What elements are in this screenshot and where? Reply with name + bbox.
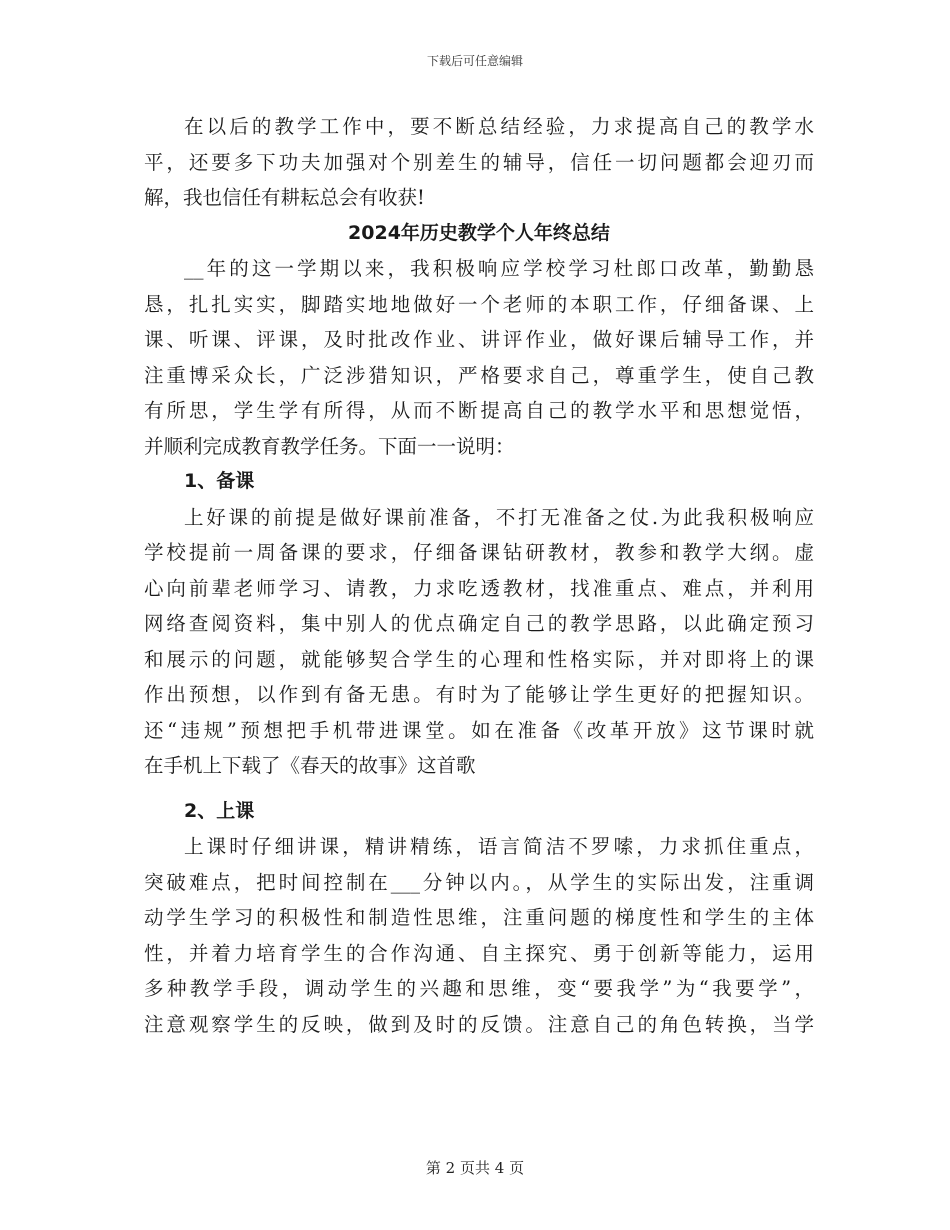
section-heading: 1、备课 (184, 470, 255, 492)
text-line: __年的这一学期以来，我积极响应学校学习杜郎口改革，勤勤恳 (184, 257, 814, 280)
text-line: 并顺利完成教育教学任务。下面一一说明： (144, 434, 515, 458)
section-heading: 2、上课 (184, 799, 255, 822)
page-footer: 第 2 页共 4 页 (425, 1159, 525, 1177)
text-line: 动学生学习的积极性和制造性思维，注重问题的梯度性和学生的主体 (144, 906, 814, 929)
text-line: 在以后的教学工作中，要不断总结经验，力求提高自己的教学水 (184, 115, 814, 138)
text-line: 突破难点，把时间控制在___分钟以内。，从学生的实际出发，注重调 (144, 870, 814, 894)
text-line: 上好课的前提是做好课前准备，不打无准备之仗.为此我积极响应 (184, 505, 814, 529)
text-line: 平，还要多下功夫加强对个别差生的辅导，信任一切问题都会迎刃而 (144, 150, 814, 174)
text-line: 还“违规”预想把手机带进课堂。如在准备《改革开放》这节课时就 (144, 718, 814, 742)
document-title: 2024年历史教学个人年终总结 (348, 221, 610, 244)
text-line: 心向前辈老师学习、请教，力求吃透教材，找准重点、难点，并利用 (144, 576, 814, 600)
text-line: 注意观察学生的反映，做到及时的反馈。注意自己的角色转换，当学 (144, 1012, 814, 1036)
text-line: 性，并着力培育学生的合作沟通、自主探究、勇于创新等能力，运用 (144, 941, 814, 965)
text-line: 课、听课、评课，及时批改作业、讲评作业，做好课后辅导工作，并 (144, 328, 814, 351)
text-line: 注重博采众长，广泛涉猎知识，严格要求自己，尊重学生，使自己教 (144, 363, 814, 387)
text-line: 作出预想，以作到有备无患。有时为了能够让学生更好的把握知识。 (144, 683, 814, 706)
text-line: 学校提前一周备课的要求，仔细备课钻研教材，教参和教学大纲。虚 (144, 541, 814, 564)
text-line: 和展示的问题，就能够契合学生的心理和性格实际，并对即将上的课 (144, 647, 814, 671)
text-line: 上课时仔细讲课，精讲精练，语言简洁不罗嗦，力求抓住重点， (184, 835, 814, 858)
text-line: 恳，扎扎实实，脚踏实地地做好一个老师的本职工作，仔细备课、上 (144, 292, 814, 316)
text-line: 网络查阅资料，集中别人的优点确定自己的教学思路，以此确定预习 (144, 612, 814, 635)
text-line: 在手机上下载了《春天的故事》这首歌 (144, 754, 476, 777)
text-line: 解，我也信任有耕耘总会有收获! (144, 186, 425, 209)
text-line: 多种教学手段，调动学生的兴趣和思维，变“要我学”为“我要学”， (144, 977, 814, 1000)
document-body (144, 109, 814, 1042)
text-line: 有所思，学生学有所得，从而不断提高自己的教学水平和思想觉悟， (144, 399, 814, 422)
page-header: 下载后可任意编辑 (426, 54, 523, 68)
